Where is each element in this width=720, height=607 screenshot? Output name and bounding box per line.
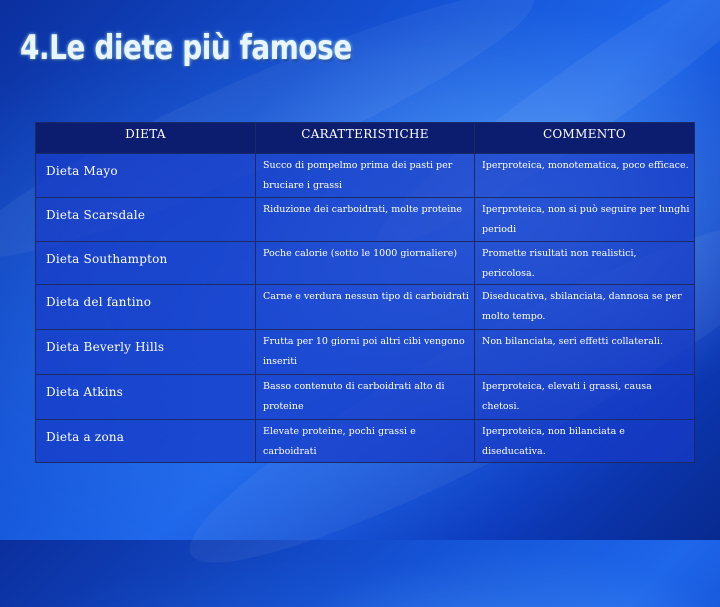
header-dieta: DIETA xyxy=(36,123,256,154)
diet-comment: Iperproteica, elevati i grassi, causa chetosi. xyxy=(475,375,695,420)
slide-title: 4.Le diete più famose xyxy=(20,28,352,68)
header-caratteristiche: CARATTERISTICHE xyxy=(256,123,475,154)
diet-name: Dieta del fantino xyxy=(36,285,256,330)
diet-name: Dieta Southampton xyxy=(36,242,256,285)
diet-name: Dieta Atkins xyxy=(36,375,256,420)
diet-name: Dieta Beverly Hills xyxy=(36,330,256,375)
table-row xyxy=(36,330,695,375)
table-row xyxy=(36,198,695,242)
diet-comment: Diseducativa, sbilanciata, dannosa se per molto tempo. xyxy=(475,285,695,330)
table-header-row xyxy=(36,123,695,154)
diet-characteristics: Riduzione dei carboidrati, molte proteine xyxy=(256,198,475,242)
diet-table xyxy=(35,122,695,463)
diet-characteristics: Basso contenuto di carboidrati alto di proteine xyxy=(256,375,475,420)
diet-comment: Iperproteica, non si può seguire per lunghi periodi xyxy=(475,198,695,242)
diet-name: Dieta a zona xyxy=(36,420,256,463)
diet-characteristics: Succo di pompelmo prima dei pasti per bruciare i grassi xyxy=(256,154,475,198)
diet-comment: Iperproteica, non bilanciata e diseducativa. xyxy=(475,420,695,463)
table-row xyxy=(36,242,695,285)
diet-name: Dieta Mayo xyxy=(36,154,256,198)
table-row xyxy=(36,154,695,198)
diet-characteristics: Elevate proteine, pochi grassi e carboidrati xyxy=(256,420,475,463)
header-commento: COMMENTO xyxy=(475,123,695,154)
diet-name: Dieta Scarsdale xyxy=(36,198,256,242)
diet-characteristics: Frutta per 10 giorni poi altri cibi vengono inseriti xyxy=(256,330,475,375)
diet-comment: Iperproteica, monotematica, poco efficace. xyxy=(475,154,695,198)
table-row xyxy=(36,420,695,463)
table-row xyxy=(36,285,695,330)
diet-comment: Promette risultati non realistici, pericolosa. xyxy=(475,242,695,285)
diet-characteristics: Poche calorie (sotto le 1000 giornaliere) xyxy=(256,242,475,285)
diet-comment: Non bilanciata, seri effetti collaterali. xyxy=(475,330,695,375)
table-row xyxy=(36,375,695,420)
diet-characteristics: Carne e verdura nessun tipo di carboidrati xyxy=(256,285,475,330)
